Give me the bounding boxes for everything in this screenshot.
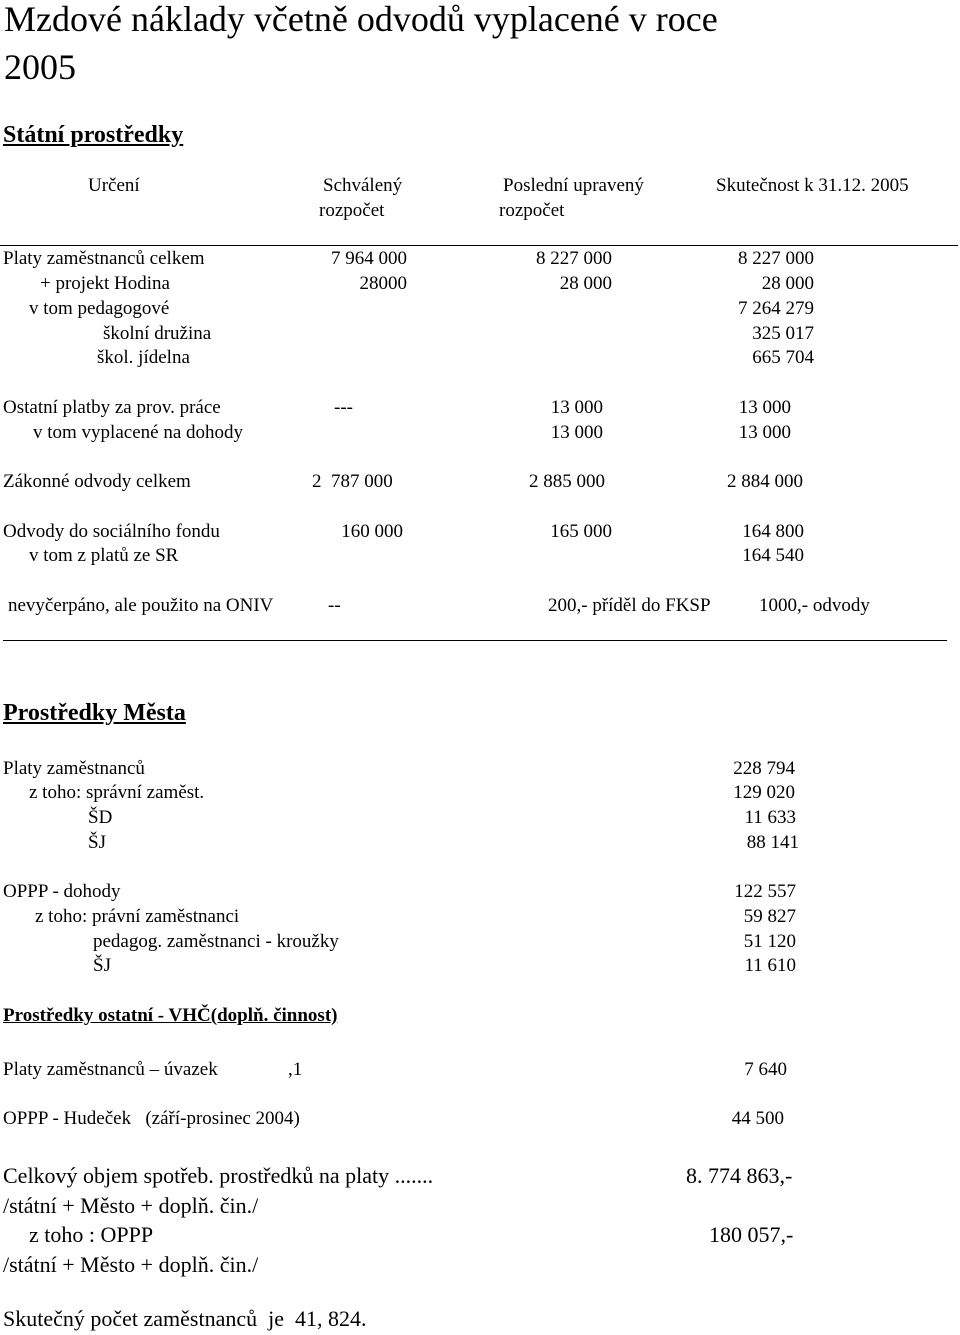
state-row-sk: 164 540	[742, 545, 804, 566]
state-row-label: v tom pedagogové	[29, 298, 170, 319]
state-row-upr: 28 000	[559, 273, 612, 294]
section-divider	[3, 640, 947, 641]
summary-value3: 180 057,-	[709, 1222, 794, 1247]
note-label: nevyčerpáno, ale použito na ONIV	[8, 595, 274, 616]
state-row-label: v tom z platů ze SR	[29, 545, 179, 566]
state-row-schv: 2 787 000	[312, 471, 393, 492]
state-row-label: Odvody do sociálního fondu	[3, 521, 220, 542]
city-funds-heading: Prostředky Města	[3, 700, 186, 726]
state-row-label: + projekt Hodina	[40, 273, 170, 294]
summary-employee-count: Skutečný počet zaměstnanců je 41, 824.	[3, 1306, 367, 1331]
city-row-label: ŠD	[88, 807, 113, 828]
state-row-label: Platy zaměstnanců celkem	[3, 248, 205, 269]
note-upr: 200,- příděl do FKSP	[548, 595, 711, 616]
summary-value1: 8. 774 863,-	[686, 1163, 793, 1188]
state-row-label: školní družina	[103, 323, 212, 344]
state-row-label: škol. jídelna	[97, 347, 190, 368]
city-row-label: ŠJ	[93, 955, 111, 976]
state-row-sk: 7 264 279	[738, 298, 814, 319]
city-row-label: z toho: správní zaměst.	[29, 782, 205, 803]
summary-line3: z toho : OPPP	[29, 1222, 154, 1247]
summary-line2: /státní + Město + doplň. čin./	[3, 1193, 259, 1218]
city-row-label: OPPP - dohody	[3, 881, 121, 902]
state-row-sk: 164 800	[742, 521, 804, 542]
state-row-upr: 13 000	[550, 397, 603, 418]
state-row-sk: 665 704	[752, 347, 814, 368]
city-row-label: z toho: právní zaměstnanci	[35, 906, 240, 927]
state-row-sk: 2 884 000	[727, 471, 803, 492]
city-row-value: 59 827	[743, 906, 796, 927]
other-row2-value: 44 500	[731, 1108, 784, 1129]
header-skutecnost: Skutečnost k 31.12. 2005	[716, 175, 909, 196]
state-row-schv: 28000	[359, 273, 407, 294]
state-row-sk: 8 227 000	[738, 248, 814, 269]
header-divider	[0, 245, 958, 246]
state-row-sk: 28 000	[761, 273, 814, 294]
state-row-upr: 2 885 000	[529, 471, 605, 492]
city-row-label: Platy zaměstnanců	[3, 758, 145, 779]
state-row-sk: 13 000	[738, 422, 791, 443]
city-row-value: 11 633	[744, 807, 796, 828]
state-row-sk: 325 017	[752, 323, 814, 344]
other-row1-mid: ,1	[288, 1059, 303, 1080]
city-row-value: 51 120	[743, 931, 796, 952]
summary-line4: /státní + Město + doplň. čin./	[3, 1252, 259, 1277]
header-schvaleny: Schválený	[323, 175, 403, 196]
state-row-schv: 7 964 000	[331, 248, 407, 269]
note-schv: --	[328, 595, 341, 616]
city-row-value: 129 020	[733, 782, 795, 803]
city-row-label: ŠJ	[88, 832, 106, 853]
page-title-line1: Mzdové náklady včetně odvodů vyplacené v roce	[4, 0, 718, 39]
state-row-schv: 160 000	[341, 521, 403, 542]
city-row-value: 228 794	[733, 758, 795, 779]
state-row-sk: 13 000	[738, 397, 791, 418]
other-row2-label: OPPP - Hudeček (září-prosinec 2004)	[3, 1108, 300, 1129]
city-row-value: 11 610	[744, 955, 796, 976]
city-row-value: 122 557	[734, 881, 796, 902]
state-row-schv: ---	[334, 397, 353, 418]
header-schvaleny-2: rozpočet	[319, 200, 385, 221]
city-row-label: pedagog. zaměstnanci - kroužky	[93, 931, 339, 952]
page-title-line2: 2005	[4, 47, 76, 87]
state-row-label: Zákonné odvody celkem	[3, 471, 191, 492]
state-row-upr: 8 227 000	[536, 248, 612, 269]
state-row-upr: 165 000	[550, 521, 612, 542]
other-row1-label: Platy zaměstnanců – úvazek	[3, 1059, 218, 1080]
other-row1-value: 7 640	[744, 1059, 787, 1080]
state-row-upr: 13 000	[550, 422, 603, 443]
other-funds-heading: Prostředky ostatní - VHČ(doplň. činnost)	[3, 1005, 338, 1026]
city-row-value: 88 141	[746, 832, 799, 853]
header-urceni: Určení	[88, 175, 140, 196]
state-row-label: Ostatní platby za prov. práce	[3, 397, 221, 418]
note-sk: 1000,- odvody	[759, 595, 870, 616]
state-row-label: v tom vyplacené na dohody	[33, 422, 244, 443]
header-upraveny: Poslední upravený	[503, 175, 644, 196]
header-upraveny-2: rozpočet	[499, 200, 565, 221]
state-funds-heading: Státní prostředky	[3, 122, 184, 148]
summary-line1: Celkový objem spotřeb. prostředků na platy .......	[3, 1163, 434, 1188]
